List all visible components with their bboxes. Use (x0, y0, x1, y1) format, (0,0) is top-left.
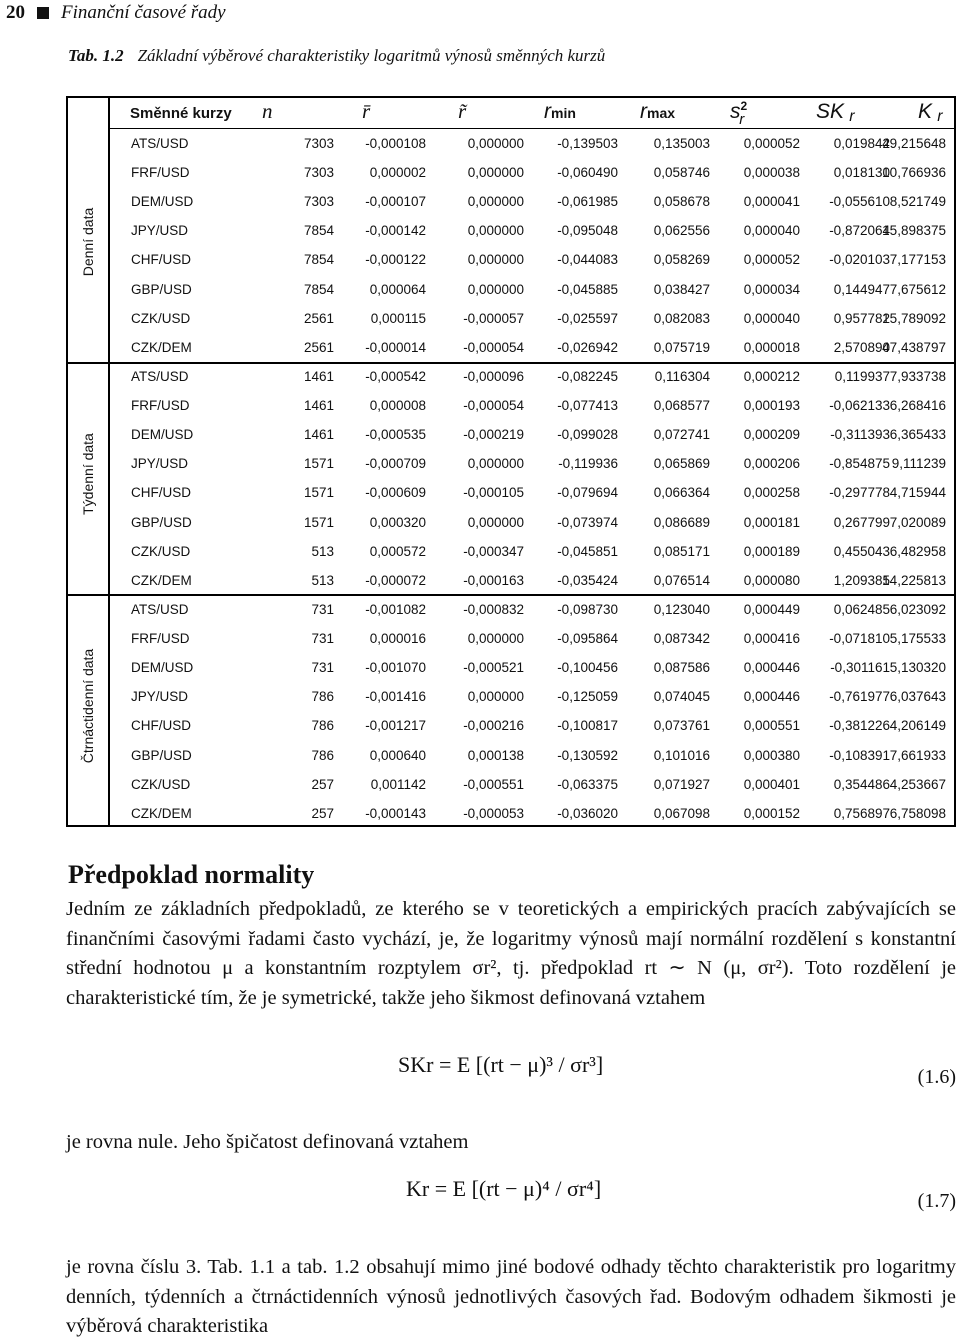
header-exchange-rates: Směnné kurzy (130, 105, 232, 122)
header-k-sub: r (937, 108, 943, 125)
cell-variance: 0,000038 (743, 165, 800, 181)
cell-variance: 0,000052 (743, 252, 800, 268)
cell-min: -0,130592 (557, 747, 618, 763)
cell-mean: -0,001070 (365, 660, 426, 676)
cell-skewness: 0,455043 (833, 543, 890, 559)
cell-skewness: -0,301161 (830, 660, 890, 676)
cell-mean: 0,000640 (369, 747, 426, 763)
cell-min: -0,095048 (557, 223, 618, 239)
cell-mean: -0,000108 (365, 136, 426, 151)
cell-mean: 0,001142 (370, 776, 426, 792)
cell-mean: -0,000107 (365, 194, 426, 210)
cell-min: -0,025597 (557, 310, 618, 326)
cell-skewness: -0,055610 (829, 194, 890, 210)
caption-text: Základní výběrové charakteristiky logaritmů výnosů směnných kurzů (137, 46, 606, 65)
cell-median: -0,000216 (463, 718, 524, 734)
cell-variance: 0,000041 (743, 194, 800, 210)
cell-min: -0,125059 (557, 689, 618, 705)
cell-max: 0,066364 (653, 485, 710, 501)
cell-n: 7303 (303, 165, 334, 181)
cell-kurtosis: 6,758098 (889, 805, 946, 821)
cell-skewness: -0,108391 (829, 747, 890, 763)
cell-mean: -0,001082 (365, 602, 426, 617)
cell-kurtosis: 7,020089 (889, 514, 946, 530)
cell-min: -0,026942 (557, 339, 618, 355)
table-row (110, 246, 954, 275)
cell-variance: 0,000040 (743, 310, 800, 326)
cell-skewness: -0,854875 (829, 456, 890, 472)
header-min (544, 99, 576, 124)
cell-median: 0,000000 (467, 281, 524, 297)
cell-skewness: 1,209385 (833, 572, 890, 588)
cell-pair: DEM/USD (131, 660, 194, 676)
cell-pair: CHF/USD (131, 485, 191, 501)
eq1-body: [(rt − μ)³ / σr³] (475, 1052, 604, 1077)
header-skewness (816, 99, 855, 124)
cell-median: 0,000000 (467, 514, 524, 530)
cell-mean: -0,000542 (365, 369, 426, 384)
cell-median: 0,000000 (467, 223, 524, 239)
cell-median: -0,000219 (463, 427, 524, 443)
table-row (110, 625, 954, 654)
cell-median: 0,000000 (467, 456, 524, 472)
cell-min: -0,098730 (557, 602, 618, 617)
cell-max: 0,085171 (653, 543, 710, 559)
table-row (110, 276, 954, 305)
equation-skewness (398, 1052, 603, 1078)
header-n: n (262, 99, 273, 123)
cell-min: -0,082245 (557, 369, 618, 384)
cell-n: 2561 (303, 310, 334, 326)
page-number: 20 (6, 2, 25, 23)
cell-n: 786 (311, 689, 334, 705)
table-number: Tab. 1.2 (68, 46, 124, 65)
cell-pair: CHF/USD (131, 718, 191, 734)
cell-median: 0,000000 (467, 165, 524, 181)
cell-min: -0,073974 (557, 514, 618, 530)
cell-mean: 0,000064 (369, 281, 426, 297)
cell-variance: 0,000193 (743, 398, 800, 414)
cell-n: 1571 (303, 514, 334, 530)
cell-max: 0,123040 (653, 602, 710, 617)
cell-kurtosis: 5,175533 (889, 631, 946, 647)
cell-pair: CZK/USD (131, 310, 191, 326)
cell-kurtosis: 7,675612 (889, 281, 946, 297)
section-heading: Předpoklad normality (68, 860, 315, 889)
eq2-lhs: Kr = E (406, 1176, 467, 1201)
chapter-title: Finanční časové řady (61, 2, 226, 23)
header-kurtosis (918, 99, 943, 124)
cell-mean: -0,000709 (365, 456, 426, 472)
cell-min: -0,099028 (557, 427, 618, 443)
cell-n: 1571 (303, 456, 334, 472)
cell-median: -0,000832 (463, 602, 524, 617)
cell-median: 0,000000 (467, 194, 524, 210)
cell-kurtosis: 4,206149 (889, 718, 946, 734)
cell-kurtosis: 5,130320 (889, 660, 946, 676)
table-row (110, 421, 954, 450)
header-var-s: s (730, 100, 741, 123)
table-row (110, 305, 954, 334)
cell-max: 0,086689 (653, 514, 710, 530)
cell-skewness: 0,062485 (833, 602, 890, 617)
header-min-r: r (544, 100, 551, 123)
cell-pair: FRF/USD (131, 398, 190, 414)
header-var-sub: r (739, 111, 745, 128)
table-row (110, 450, 954, 479)
cell-mean: 0,000320 (369, 514, 426, 530)
cell-min: -0,119936 (558, 456, 618, 472)
cell-skewness: -0,297778 (829, 485, 890, 501)
cell-median: 0,000000 (467, 252, 524, 268)
header-median: r̃ (458, 99, 467, 123)
cell-skewness: -0,071810 (829, 631, 890, 647)
cell-kurtosis: 47,438797 (882, 339, 946, 355)
table-row (110, 159, 954, 188)
cell-variance: 0,000212 (743, 369, 800, 384)
cell-skewness: 0,756897 (833, 805, 890, 821)
cell-skewness: -0,020103 (829, 252, 890, 268)
header-var-sup: 2 (740, 99, 748, 113)
cell-variance: 0,000209 (743, 427, 800, 443)
cell-median: -0,000054 (463, 398, 524, 414)
cell-n: 731 (311, 602, 334, 617)
cell-n: 731 (311, 660, 334, 676)
cell-variance: 0,000034 (743, 281, 800, 297)
cell-max: 0,073761 (653, 718, 710, 734)
running-head (6, 2, 226, 24)
cell-pair: JPY/USD (131, 223, 189, 239)
cell-skewness: 2,570890 (833, 339, 890, 355)
cell-min: -0,079694 (557, 485, 618, 501)
cell-n: 513 (311, 543, 334, 559)
cell-median: -0,000096 (463, 369, 524, 384)
cell-pair: GBP/USD (131, 281, 192, 297)
table-row (110, 188, 954, 217)
cell-kurtosis: 7,661933 (889, 747, 946, 763)
cell-pair: DEM/USD (131, 194, 194, 210)
cell-pair: DEM/USD (131, 427, 194, 443)
cell-kurtosis: 4,715944 (889, 485, 946, 501)
cell-kurtosis: 6,482958 (889, 543, 946, 559)
cell-n: 786 (311, 718, 334, 734)
cell-pair: ATS/USD (131, 602, 189, 617)
cell-pair: JPY/USD (131, 456, 189, 472)
cell-pair: CZK/DEM (131, 805, 192, 821)
cell-n: 1461 (303, 398, 334, 414)
cell-kurtosis: 8,521749 (889, 194, 946, 210)
header-min-sub: min (551, 105, 576, 121)
table-row (110, 509, 954, 538)
cell-mean: 0,000008 (369, 398, 426, 414)
paragraph-1: Jedním ze základních předpokladů, ze kterého se v teoretických a empirických pracích zabývajících se finančními časovými řadami často vychází, je, že logaritmy výnosů mají normální rozdělení s konstantní střední hodnotou μ a konstantním rozptylem σr², tj. předpoklad rt ∼ N (μ, σr²). Toto rozdělení je charakteristické tím, že je symetrické, takže jeho šikmost definovaná vztahem (66, 898, 956, 1009)
cell-kurtosis: 49,215648 (882, 136, 946, 151)
cell-n: 257 (311, 776, 334, 792)
cell-variance: 0,000080 (743, 572, 800, 588)
cell-pair: CZK/USD (131, 776, 191, 792)
cell-n: 7854 (303, 281, 334, 297)
cell-mean: -0,001416 (365, 689, 426, 705)
cell-kurtosis: 7,933738 (889, 369, 946, 384)
header-k: K (918, 100, 933, 123)
cell-max: 0,038427 (653, 281, 710, 297)
cell-max: 0,082083 (653, 310, 710, 326)
cell-variance: 0,000018 (743, 339, 800, 355)
eq2-body: [(rt − μ)⁴ / σr⁴] (471, 1176, 602, 1201)
table-row (110, 479, 954, 508)
table-row (110, 363, 954, 392)
cell-min: -0,045885 (557, 281, 618, 297)
cell-n: 1571 (303, 485, 334, 501)
cell-min: -0,100456 (557, 660, 618, 676)
cell-max: 0,068577 (653, 398, 710, 414)
group-label-daily: Denní data (80, 207, 96, 277)
table-row (110, 130, 954, 159)
cell-min: -0,061985 (557, 194, 618, 210)
cell-n: 513 (311, 572, 334, 588)
cell-variance: 0,000052 (743, 136, 800, 151)
cell-variance: 0,000181 (743, 514, 800, 530)
cell-pair: FRF/USD (131, 165, 190, 181)
table-row (110, 538, 954, 567)
cell-variance: 0,000416 (743, 631, 800, 647)
cell-skewness: -0,311393 (830, 427, 890, 443)
cell-min: -0,063375 (557, 776, 618, 792)
group-label-weekly: Týdenní data (80, 433, 96, 515)
header-sk-sub: r (849, 108, 855, 125)
table-row (110, 712, 954, 741)
cell-median: -0,000105 (463, 485, 524, 501)
cell-mean: -0,000014 (365, 339, 426, 355)
cell-skewness: 0,354486 (833, 776, 890, 792)
cell-kurtosis: 6,037643 (889, 689, 946, 705)
cell-variance: 0,000401 (743, 776, 800, 792)
cell-median: -0,000163 (463, 572, 524, 588)
cell-max: 0,058269 (653, 252, 710, 268)
cell-max: 0,067098 (653, 805, 710, 821)
table-row (110, 683, 954, 712)
cell-variance: 0,000449 (743, 602, 800, 617)
cell-median: -0,000057 (463, 310, 524, 326)
cell-n: 257 (311, 805, 334, 821)
cell-pair: JPY/USD (131, 689, 189, 705)
header-sk: SK (816, 100, 845, 123)
cell-n: 1461 (303, 427, 334, 443)
cell-variance: 0,000380 (743, 747, 800, 763)
cell-max: 0,072741 (653, 427, 710, 443)
cell-median: -0,000054 (463, 339, 524, 355)
cell-variance: 0,000206 (743, 456, 800, 472)
cell-kurtosis: 9,111239 (891, 456, 946, 472)
cell-min: -0,035424 (557, 572, 618, 588)
table-row (110, 217, 954, 246)
cell-n: 731 (311, 631, 334, 647)
cell-n: 7854 (303, 223, 334, 239)
cell-median: -0,000521 (463, 660, 524, 676)
cell-variance: 0,000189 (743, 543, 800, 559)
cell-kurtosis: 15,789092 (882, 310, 946, 326)
cell-skewness: 0,144947 (833, 281, 890, 297)
cell-pair: CZK/DEM (131, 339, 192, 355)
cell-min: -0,100817 (557, 718, 618, 734)
cell-pair: ATS/USD (131, 136, 189, 151)
paragraph-2: je rovna nule. Jeho špičatost definovaná vztahem (66, 1131, 469, 1153)
header-mean: r̄ (362, 99, 371, 123)
cell-skewness: -0,062133 (829, 398, 890, 414)
cell-variance: 0,000551 (743, 718, 800, 734)
cell-variance: 0,000446 (743, 660, 800, 676)
cell-min: -0,077413 (557, 398, 618, 414)
table-header (110, 98, 954, 129)
cell-mean: 0,000572 (369, 543, 426, 559)
table-row (110, 654, 954, 683)
cell-pair: GBP/USD (131, 747, 192, 763)
statistics-table (66, 96, 956, 827)
equation-kurtosis (406, 1176, 601, 1202)
cell-variance: 0,000446 (743, 689, 800, 705)
paragraph-3: je rovna číslu 3. Tab. 1.1 a tab. 1.2 obsahují mimo jiné bodové odhady těchto charakteristik pro logaritmy denních, týdenních a čtrnáctidenních výnosů jednotlivých časových řad. Bodovým odhadem šikmosti je výběrová charakteristika (66, 1256, 956, 1337)
cell-max: 0,058746 (653, 165, 710, 181)
equation-number-1: (1.6) (917, 1066, 956, 1088)
cell-min: -0,044083 (557, 252, 618, 268)
cell-median: -0,000551 (463, 776, 524, 792)
cell-median: 0,000000 (467, 136, 524, 151)
cell-pair: CHF/USD (131, 252, 191, 268)
cell-n: 786 (311, 747, 334, 763)
cell-skewness: 0,957782 (833, 310, 890, 326)
cell-kurtosis: 7,177153 (889, 252, 946, 268)
cell-pair: CZK/DEM (131, 572, 192, 588)
header-max (640, 99, 675, 124)
cell-mean: -0,001217 (365, 718, 426, 734)
cell-max: 0,076514 (653, 572, 710, 588)
cell-n: 1461 (303, 369, 334, 384)
table-caption (68, 46, 605, 66)
cell-kurtosis: 14,225813 (882, 572, 946, 588)
cell-pair: GBP/USD (131, 514, 192, 530)
cell-median: -0,000053 (463, 805, 524, 821)
group-label-biweekly: Čtrnáctidenní data (80, 648, 96, 764)
cell-median: 0,000138 (467, 747, 524, 763)
cell-mean: -0,000143 (365, 805, 426, 821)
cell-min: -0,139503 (557, 136, 618, 151)
cell-mean: -0,000072 (365, 572, 426, 588)
cell-mean: 0,000115 (370, 310, 426, 326)
square-bullet-icon (37, 7, 49, 19)
cell-n: 7854 (303, 252, 334, 268)
cell-skewness: -0,872064 (829, 223, 890, 239)
table-row (110, 771, 954, 800)
cell-kurtosis: 4,253667 (889, 776, 946, 792)
equation-number-2: (1.7) (917, 1190, 956, 1212)
header-max-sub: max (647, 105, 676, 121)
header-variance (730, 99, 752, 128)
cell-kurtosis: 6,023092 (889, 602, 946, 617)
table-row (110, 567, 954, 596)
cell-max: 0,075719 (653, 339, 710, 355)
cell-min: -0,095864 (557, 631, 618, 647)
table-row (110, 742, 954, 771)
cell-skewness: -0,381226 (829, 718, 890, 734)
cell-median: 0,000000 (467, 631, 524, 647)
cell-kurtosis: 15,898375 (882, 223, 946, 239)
cell-max: 0,087342 (653, 631, 710, 647)
cell-n: 2561 (303, 339, 334, 355)
cell-mean: -0,000609 (365, 485, 426, 501)
cell-pair: FRF/USD (131, 631, 190, 647)
cell-kurtosis: 6,268416 (889, 398, 946, 414)
cell-max: 0,065869 (653, 456, 710, 472)
cell-max: 0,058678 (653, 194, 710, 210)
cell-n: 7303 (303, 194, 334, 210)
cell-median: -0,000347 (463, 543, 524, 559)
cell-mean: 0,000002 (369, 165, 426, 181)
cell-skewness: 0,267799 (833, 514, 890, 530)
cell-median: 0,000000 (467, 689, 524, 705)
cell-min: -0,060490 (557, 165, 618, 181)
cell-variance: 0,000152 (743, 805, 800, 821)
cell-mean: -0,000122 (365, 252, 426, 268)
cell-skewness: 0,019842 (833, 136, 890, 151)
cell-mean: -0,000142 (365, 223, 426, 239)
cell-kurtosis: 6,365433 (889, 427, 946, 443)
cell-max: 0,101016 (653, 747, 710, 763)
cell-pair: CZK/USD (131, 543, 191, 559)
cell-max: 0,071927 (653, 776, 710, 792)
cell-variance: 0,000040 (743, 223, 800, 239)
cell-max: 0,116304 (654, 369, 710, 384)
cell-skewness: 0,018130 (833, 165, 890, 181)
cell-skewness: 0,119937 (834, 369, 890, 384)
table-row (110, 800, 954, 829)
cell-max: 0,135003 (653, 136, 710, 151)
cell-variance: 0,000258 (743, 485, 800, 501)
eq1-lhs: SKr = E (398, 1052, 471, 1077)
cell-skewness: -0,761977 (829, 689, 890, 705)
cell-max: 0,087586 (653, 660, 710, 676)
table-row (110, 596, 954, 625)
cell-max: 0,074045 (653, 689, 710, 705)
cell-min: -0,036020 (557, 805, 618, 821)
cell-min: -0,045851 (557, 543, 618, 559)
table-row (110, 392, 954, 421)
cell-kurtosis: 10,766936 (882, 165, 946, 181)
cell-max: 0,062556 (653, 223, 710, 239)
header-max-r: r (640, 100, 647, 123)
cell-n: 7303 (303, 136, 334, 151)
cell-mean: 0,000016 (369, 631, 426, 647)
table-row (110, 334, 954, 363)
cell-mean: -0,000535 (365, 427, 426, 443)
cell-pair: ATS/USD (131, 369, 189, 384)
